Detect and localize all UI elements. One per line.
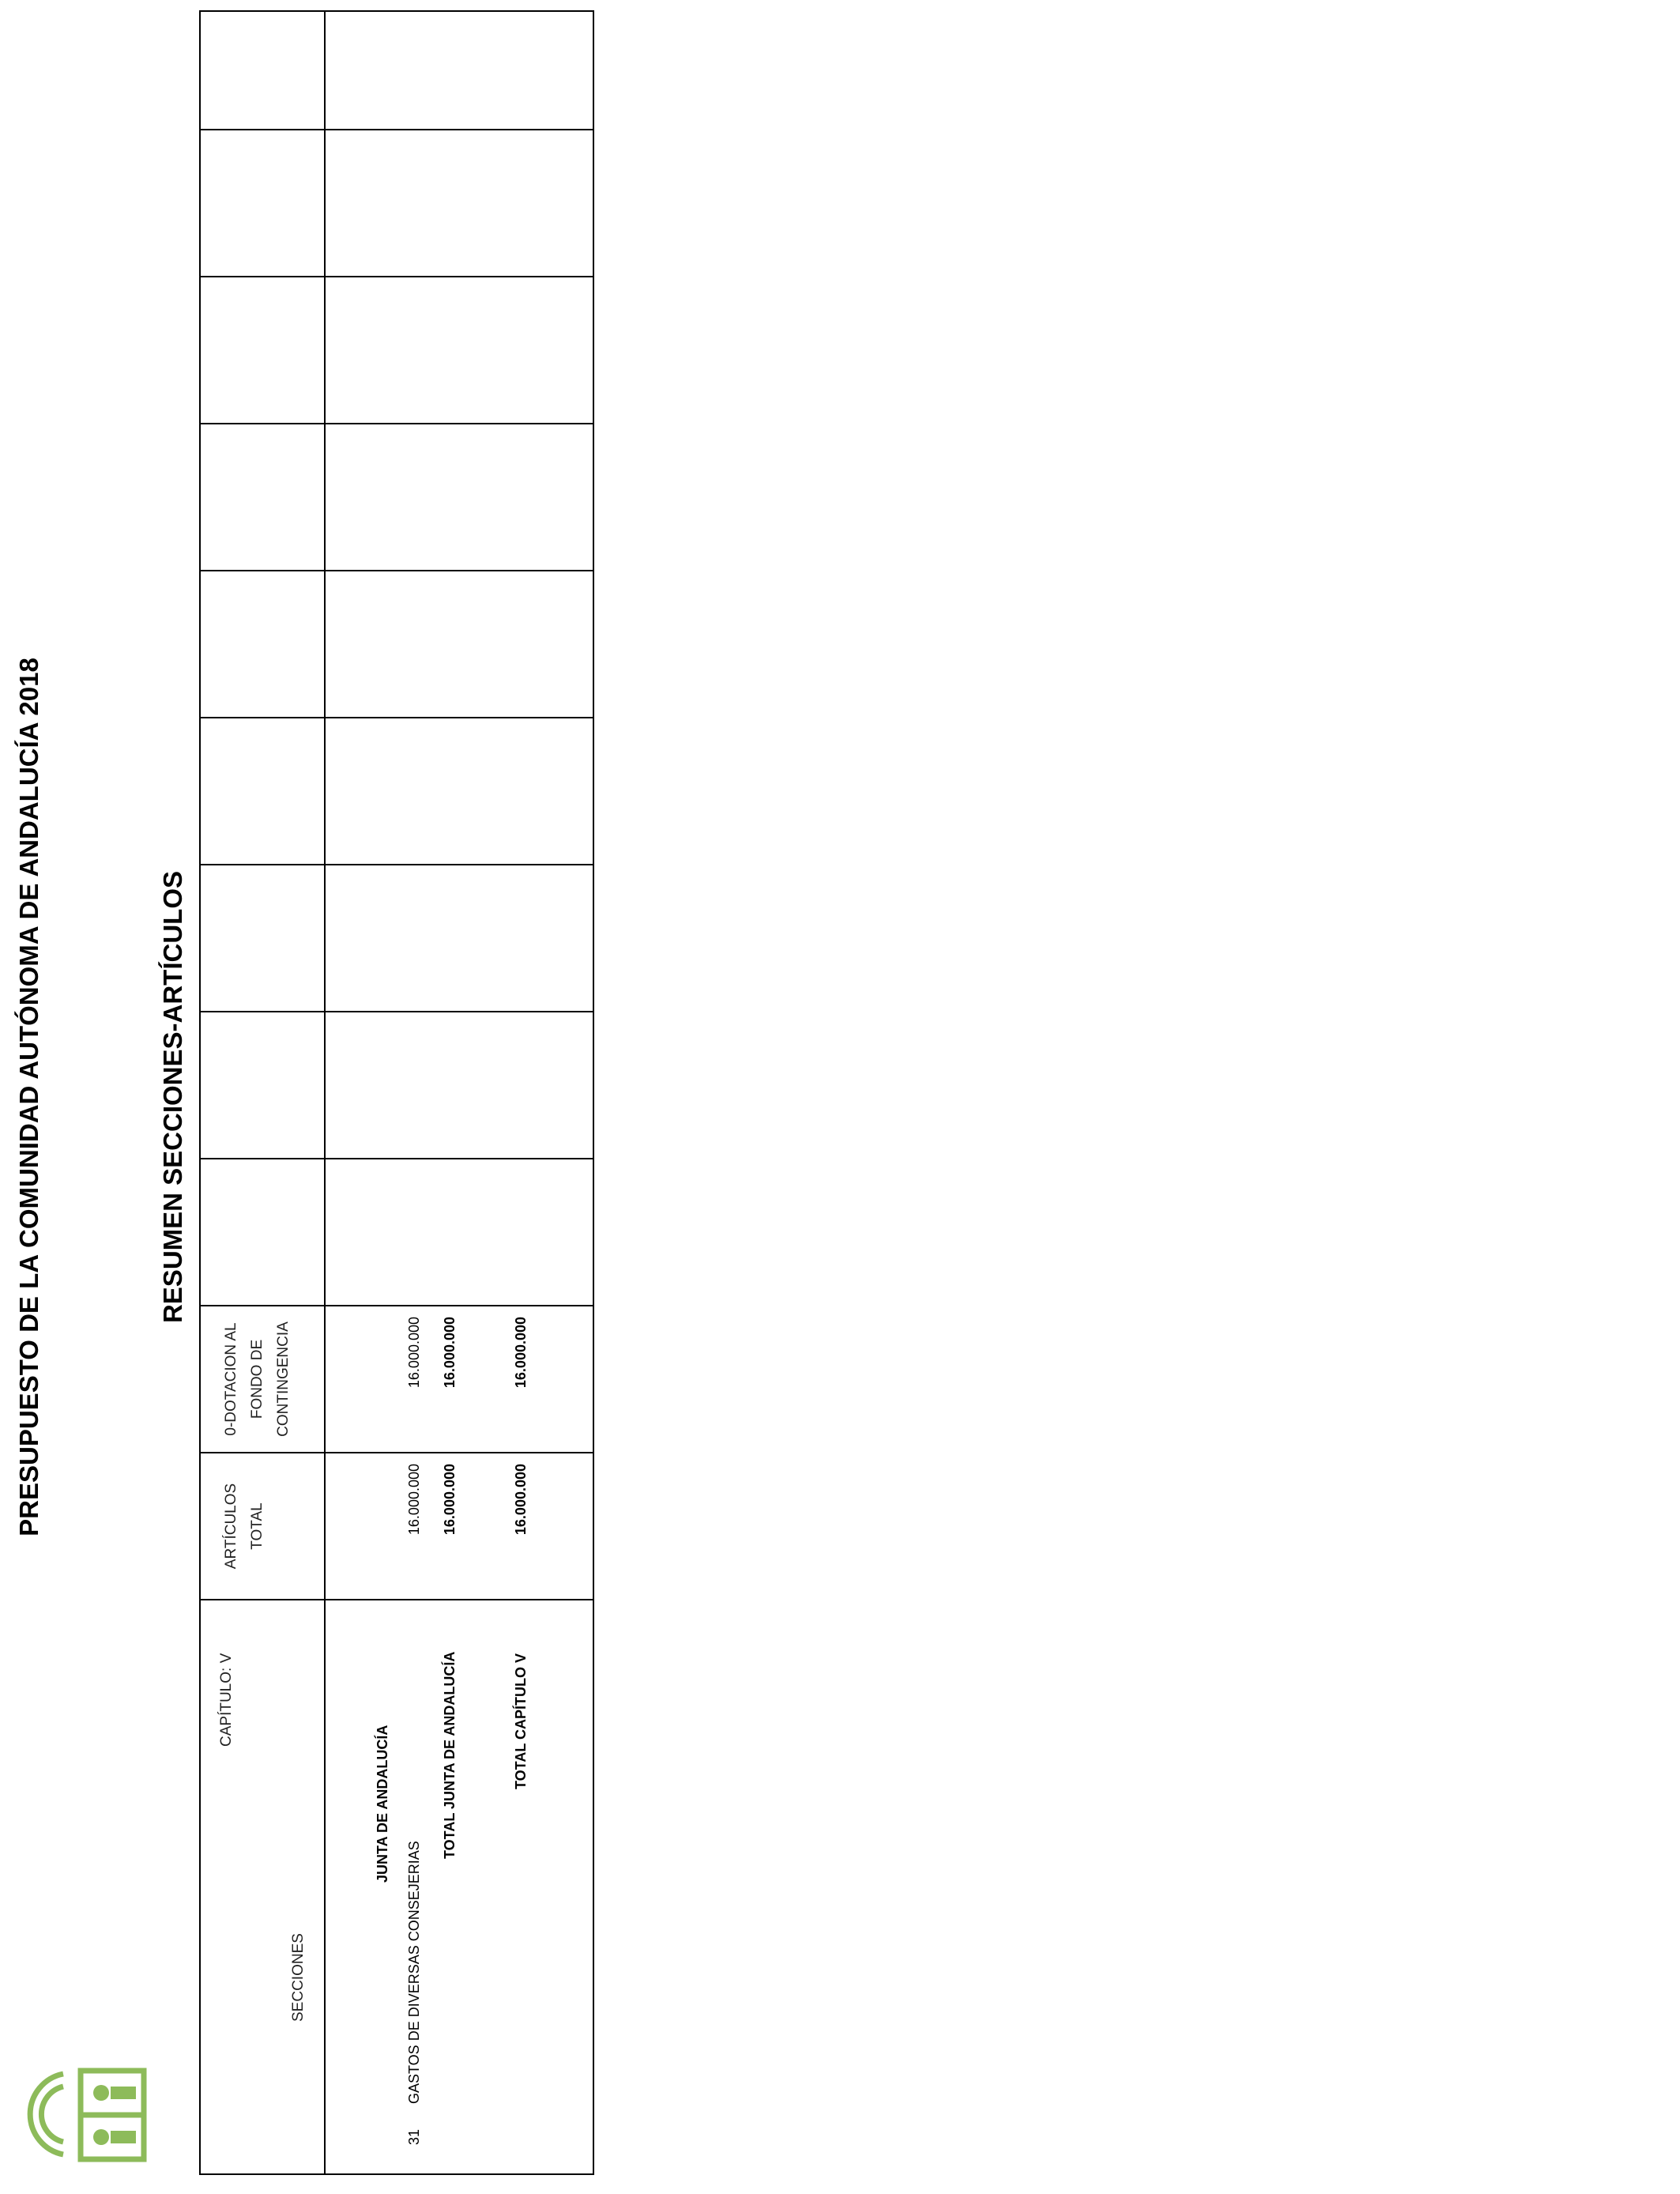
row-total-value: 16.000.000 (406, 1464, 422, 1536)
column-divider (201, 864, 593, 865)
column-divider (201, 276, 593, 277)
row-label: GASTOS DE DIVERSAS CONSEJERIAS (406, 1841, 422, 2104)
row-code: 31 (406, 2128, 422, 2145)
subtotal-dotacion-value: 16.000.000 (442, 1317, 458, 1389)
column-divider (201, 423, 593, 424)
document-title: PRESUPUESTO DE LA COMUNIDAD AUTÓNOMA DE ANDALUCÍA 2018 (14, 658, 43, 1536)
column-divider (201, 1011, 593, 1012)
header-articulos-total: ARTÍCULOS TOTAL (223, 1483, 266, 1570)
summary-table (199, 10, 594, 2175)
logo-graphic (8, 2063, 150, 2166)
junta-andalucia-logo-icon (8, 2063, 150, 2166)
subtotal-label: TOTAL JUNTA DE ANDALUCÍA (442, 1651, 458, 1859)
row-dotacion-value: 16.000.000 (406, 1317, 422, 1389)
grand-total-label: TOTAL CAPÍTULO V (513, 1653, 529, 1789)
header-divider (324, 12, 326, 2173)
column-divider (201, 129, 593, 130)
header-capitulo: CAPÍTULO: V (218, 1653, 235, 1747)
grand-total-total-value: 16.000.000 (513, 1464, 529, 1536)
column-divider (201, 1158, 593, 1159)
column-divider (201, 717, 593, 718)
grand-total-dotacion-value: 16.000.000 (513, 1317, 529, 1389)
column-divider (201, 1599, 593, 1600)
column-divider (201, 570, 593, 571)
document-subtitle: RESUMEN SECCIONES-ARTÍCULOS (158, 870, 187, 1324)
header-dotacion-fondo: 0-DOTACION AL FONDO DE CONTINGENCIA (223, 1321, 292, 1437)
group-title: JUNTA DE ANDALUCÍA (375, 1725, 390, 1883)
header-secciones: SECCIONES (290, 1933, 307, 2022)
subtotal-total-value: 16.000.000 (442, 1464, 458, 1536)
